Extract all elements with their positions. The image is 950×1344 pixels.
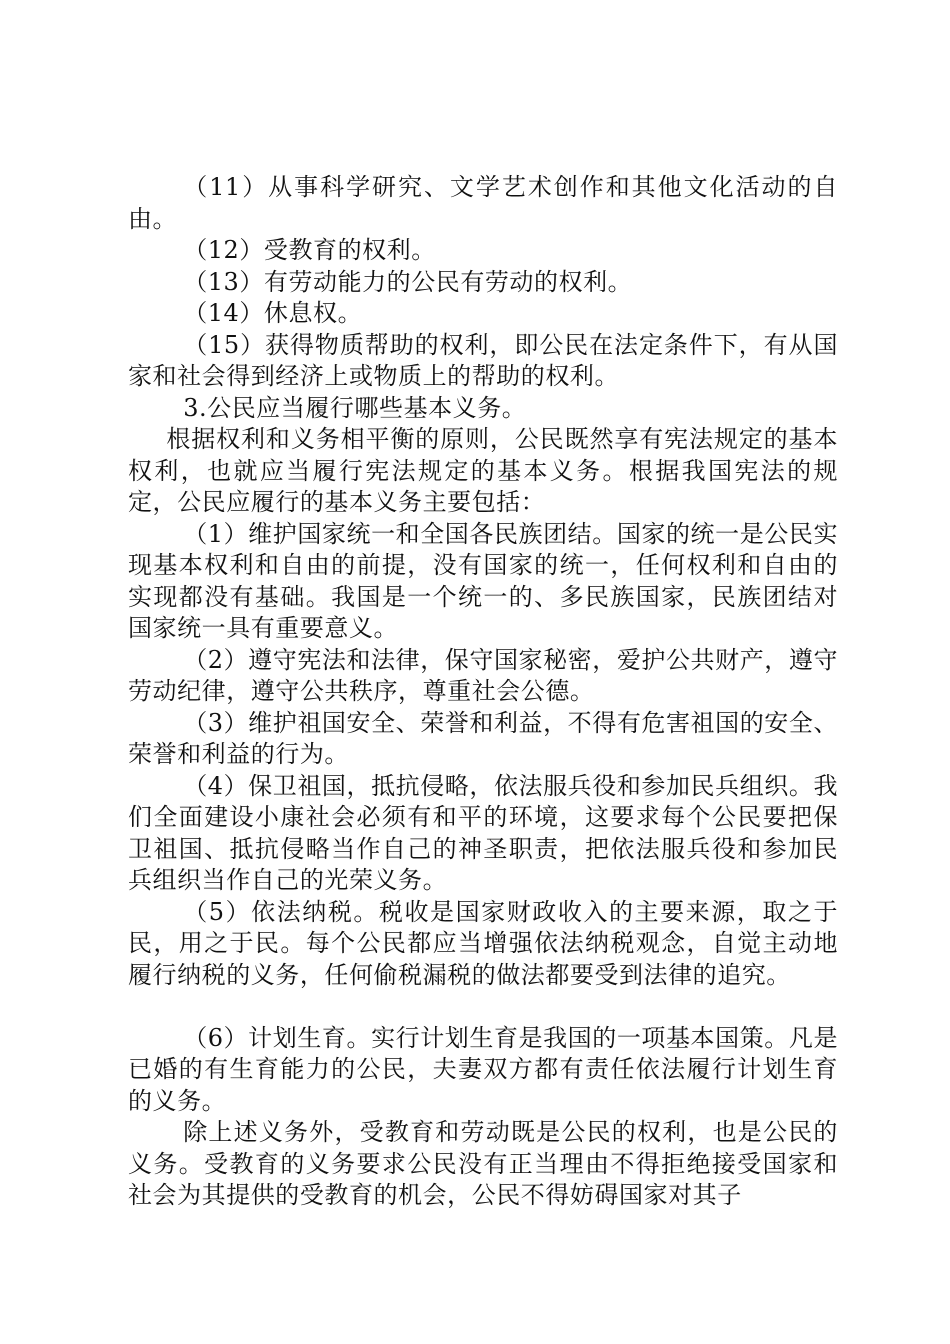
paragraph-duty-2: （2）遵守宪法和法律，保守国家秘密，爱护公共财产，遵守劳动纪律，遵守公共秩序，尊重社会公德。	[128, 645, 838, 705]
paragraph-right-14: （14）休息权。	[183, 299, 363, 327]
paragraph-duties-intro: 根据权利和义务相平衡的原则，公民既然享有宪法规定的基本权利，也就应当履行宪法规定的基本义务。根据我国宪法的规定，公民应履行的基本义务主要包括：	[128, 425, 838, 516]
paragraph-duty-4: （4）保卫祖国，抵抗侵略，依法服兵役和参加民兵组织。我们全面建设小康社会必须有和平的环境，这要求每个公民要把保卫祖国、抵抗侵略当作自己的神圣职责，把依法服兵役和参加民兵组织当作自己的光荣义务。	[128, 771, 838, 894]
section-heading-duties: 3.公民应当履行哪些基本义务。	[183, 393, 527, 422]
paragraph-duty-3: （3）维护祖国安全、荣誉和利益，不得有危害祖国的安全、荣誉和利益的行为。	[128, 708, 838, 768]
document-body	[128, 172, 838, 1212]
paragraph-duty-6: （6）计划生育。实行计划生育是我国的一项基本国策。凡是已婚的有生育能力的公民，夫妻双方都有责任依法履行计划生育的义务。	[128, 1023, 838, 1115]
paragraph-right-11: （11）从事科学研究、文学艺术创作和其他文化活动的自由。	[128, 173, 838, 233]
paragraph-additional-duties: 除上述义务外，受教育和劳动既是公民的权利，也是公民的义务。受教育的义务要求公民没有正当理由不得拒绝接受国家和社会为其提供的受教育的机会，公民不得妨碍国家对其子	[128, 1118, 838, 1209]
paragraph-duty-1: （1）维护国家统一和全国各民族团结。国家的统一是公民实现基本权利和自由的前提，没有国家的统一，任何权利和自由的实现都没有基础。我国是一个统一的、多民族国家，民族团结对国家统一具有重要意义。	[128, 519, 838, 642]
paragraph-duty-5: （5）依法纳税。税收是国家财政收入的主要来源，取之于民，用之于民。每个公民都应当增强依法纳税观念，自觉主动地履行纳税的义务，任何偷税漏税的做法都要受到法律的追究。	[128, 897, 838, 989]
paragraph-right-12: （12）受教育的权利。	[183, 236, 436, 264]
paragraph-right-15: （15）获得物质帮助的权利，即公民在法定条件下，有从国家和社会得到经济上或物质上的帮助的权利。	[128, 330, 838, 390]
paragraph-right-13: （13）有劳动能力的公民有劳动的权利。	[183, 267, 633, 296]
